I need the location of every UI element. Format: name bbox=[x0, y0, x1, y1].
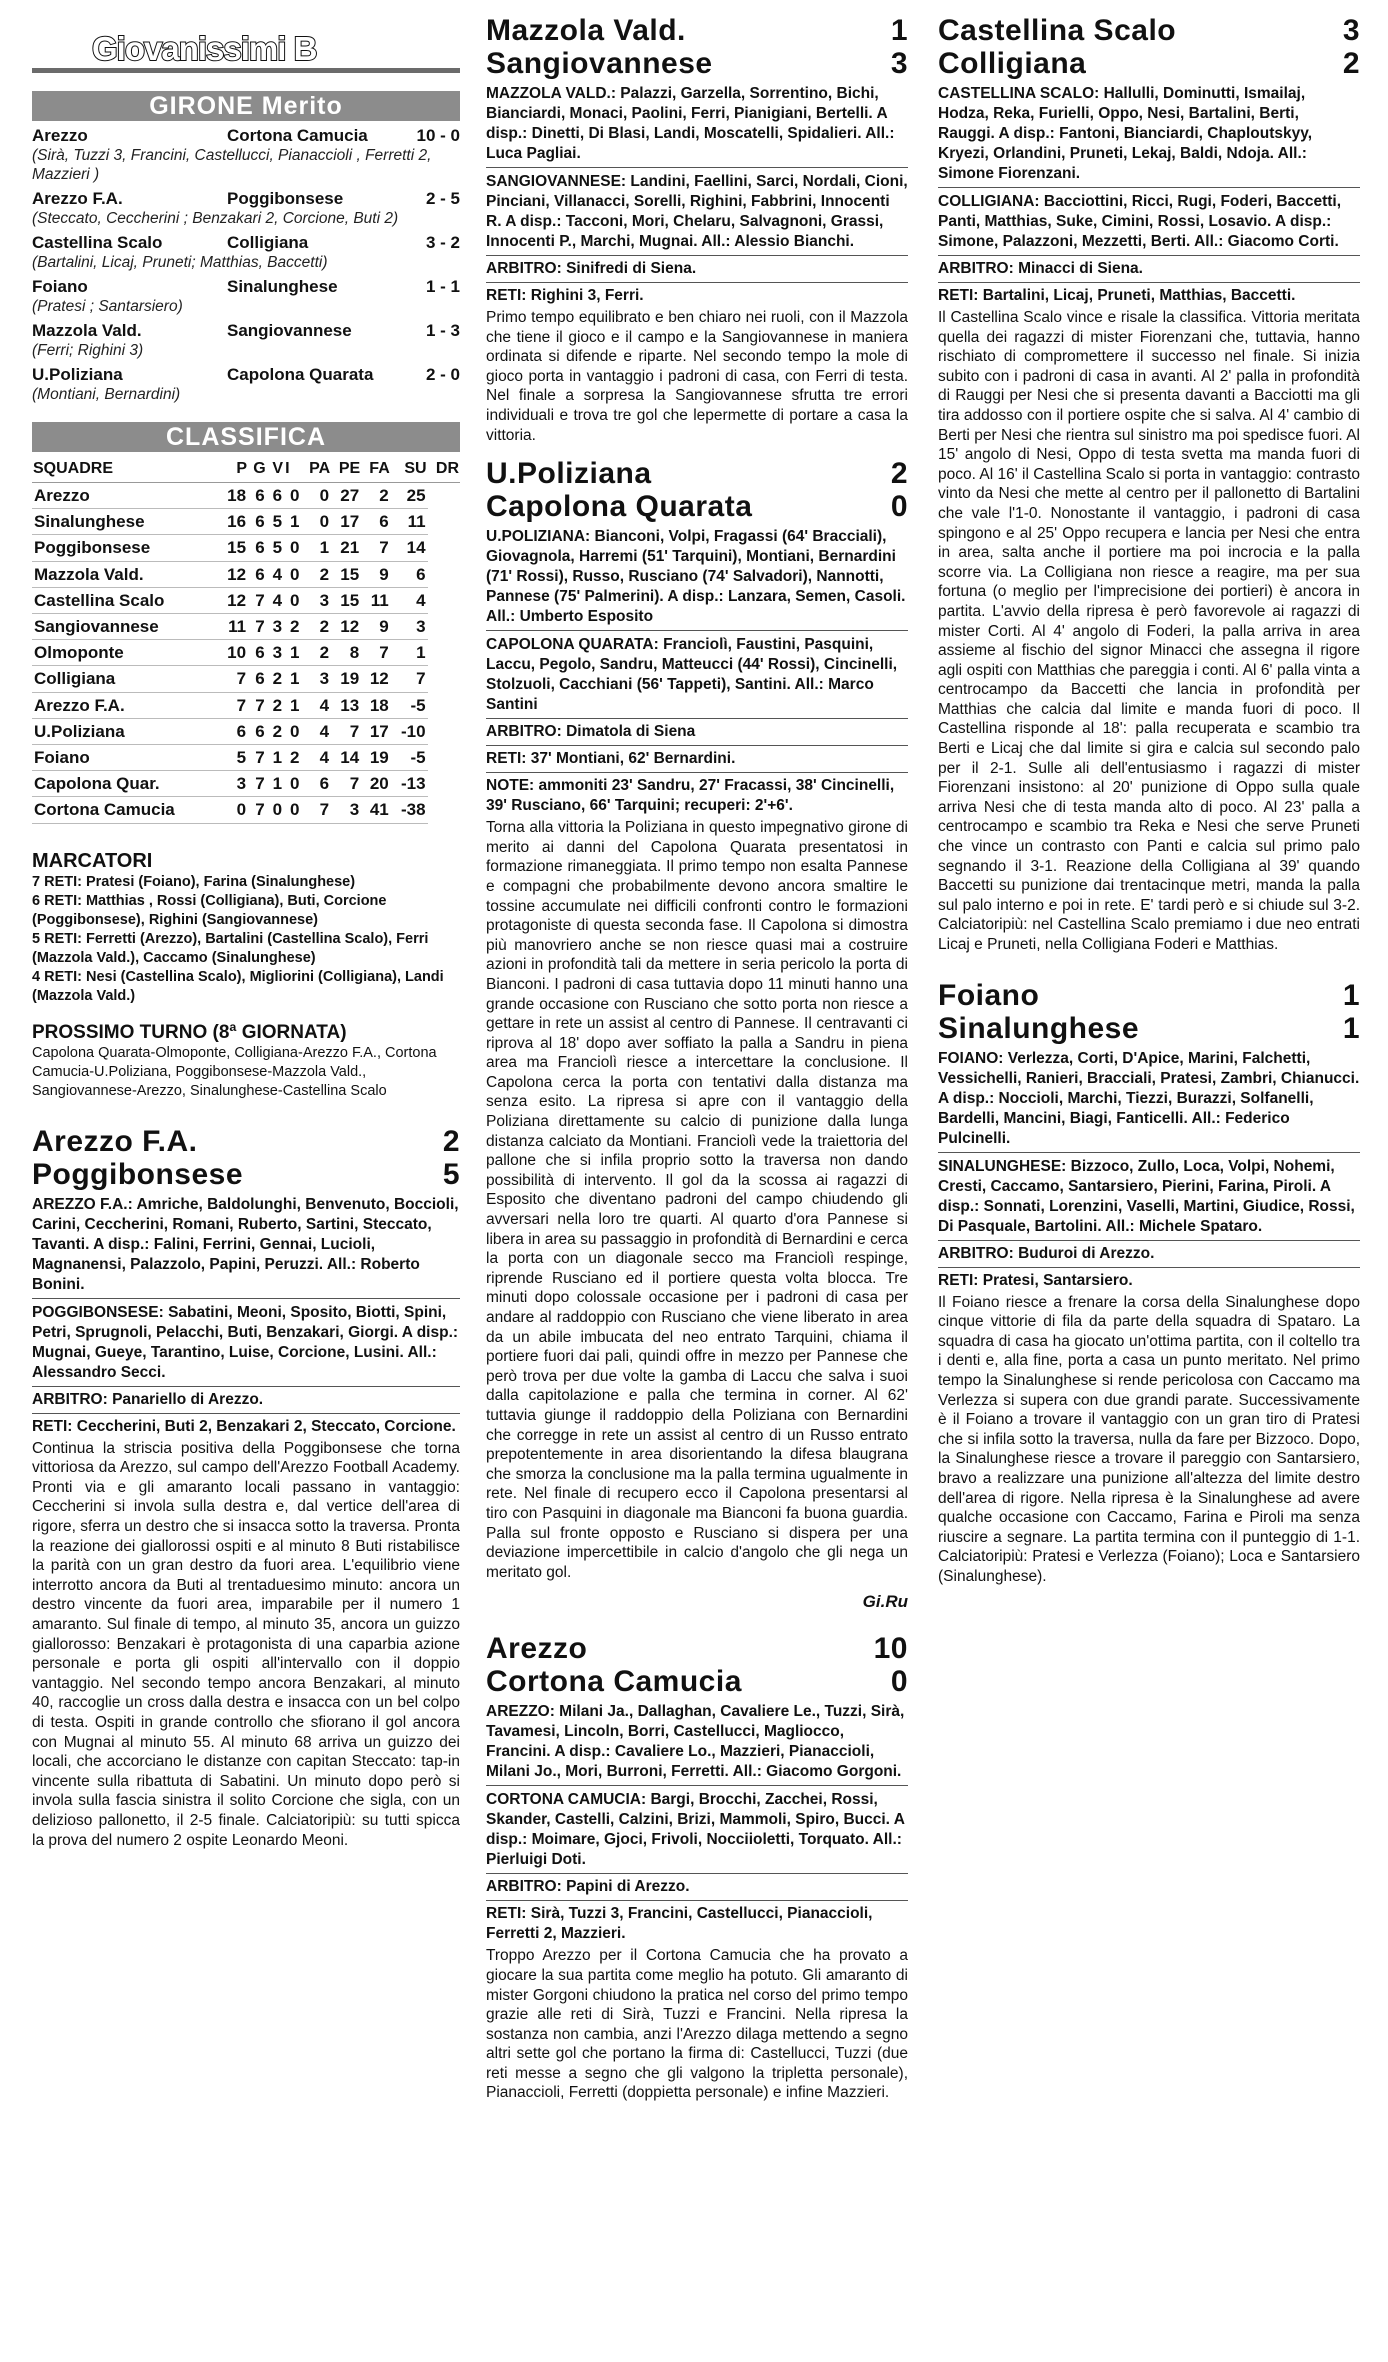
stat-cell: 2 bbox=[284, 614, 301, 640]
stat-cell: 2 bbox=[361, 483, 391, 509]
divider bbox=[938, 282, 1360, 283]
divider bbox=[938, 1240, 1360, 1241]
referee: ARBITRO: Dimatola di Siena bbox=[486, 723, 696, 741]
stat-cell: 0 bbox=[301, 509, 331, 535]
match-home-score: 3 bbox=[1342, 14, 1360, 47]
match-away-score: 0 bbox=[890, 490, 908, 524]
team-name: Mazzola Vald. bbox=[32, 561, 219, 587]
divider bbox=[32, 1298, 460, 1299]
stat-cell: 7 bbox=[248, 614, 267, 640]
result-scorers: (Ferri; Righini 3) bbox=[32, 342, 144, 359]
stat-cell: 6 bbox=[248, 640, 267, 666]
stat-cell: 11 bbox=[361, 587, 391, 613]
divider bbox=[486, 745, 908, 746]
result-row bbox=[32, 188, 460, 209]
match-castellina bbox=[938, 14, 1360, 955]
stat-cell: 13 bbox=[331, 692, 361, 718]
away-lineup: CORTONA CAMUCIA: Bargi, Brocchi, Zacchei, Rossi, Skander, Castelli, Calzini, Brizi, Mammoli, Spiro, Bucci. A disp.: Moimare, Gjoci, Frivoli, Nocciioletti, Torquato. All.: Pierluigi Doti. bbox=[486, 1791, 905, 1869]
match-report: Continua la striscia positiva della Poggibonsese che torna vittoriosa da Arezzo, sul campo dell'Arezzo Football Academy. Pronti via e gli amaranto locali passano in vantaggio: Ceccherini si invola sulla destra e, dal vertice dell'area di rigore, sferra un destro che si insacca sotto la traversa. Pronta la reazione dei giallorossi ospiti e al minuto 8 Buti ristabilisce la parità con un gran destro da fuori area. L'equilibrio viene interrotto ancora da Buti al trentaduesimo minuto: ancora un destro vincente da fuori area, imparabile per il numero 1 amaranto. Sul finale di tempo, al minuto 35, ancora un guizzo giallorosso: Benzakari è protagonista di una caparbia azione personale e porta gli ospiti all'intervallo con il doppio vantaggio. Nel secondo tempo ancora Benzakari, al minuto 40, raccoglie un cross dalla destra e insacca con un bel colpo di testa. Ospiti in grande controllo che sfiorano il gol ancora con Mugnai al minuto 55. Al minuto 68 arriva un guizzo dei locali, che accorciano le distanze con capitan Steccato: tap-in vincente sulla ribattuta di Sabatini. Un minuto dopo però si invola sulla fascia sinistra il solito Corcione che sigla, con un delizioso pallonetto, il 2-5 finale. Calciatoripiù: su tutti spicca la prova del numero 2 ospite Leonardo Meoni. bbox=[32, 1439, 460, 1849]
stat-cell: 2 bbox=[301, 614, 331, 640]
match-home-team: Arezzo F.A. bbox=[32, 1124, 198, 1158]
notes: NOTE: ammoniti 23' Sandru, 27' Fracassi, 38' Cincinelli, 39' Rusciano, 66' Tarquini; recuperi: 2'+6'. bbox=[486, 777, 895, 815]
match-away-score: 1 bbox=[1342, 1011, 1360, 1045]
match-report: Troppo Arezzo per il Cortona Camucia che ha provato a giocare la sua partita come meglio ha potuto. Gli amaranto di mister Gorgoni chiudono la pratica nel corso del primo tempo grazie alle reti di Sirà, Tuzzi e Francini. Nella ripresa la sostanza non cambia, anzi l'Arezzo dilaga mettendo a segno altri sette gol che portano la firma di: Castellucci, Tuzzi (due reti messe a segno che gli valgono la tripletta personale), Pianaccioli, Ferretti (doppietta personale) e infine Mazzieri. bbox=[486, 1947, 908, 2102]
stat-cell: 0 bbox=[284, 561, 301, 587]
stat-cell: 6 bbox=[391, 561, 428, 587]
match-arezzo-fa bbox=[32, 1125, 460, 1850]
stat-cell: 11 bbox=[219, 614, 249, 640]
table-row bbox=[32, 692, 460, 718]
stat-cell: 4 bbox=[301, 692, 331, 718]
result-home: Arezzo bbox=[32, 126, 88, 145]
match-home-line bbox=[486, 457, 908, 490]
stat-cell: 6 bbox=[301, 771, 331, 797]
table-row bbox=[32, 614, 460, 640]
stat-cell: 0 bbox=[284, 797, 301, 823]
match-report: Torna alla vittoria la Poliziana in questo impegnativo girone di merito ai danni del Capolona Quarata presentatosi in formazione rimaneggiata. Il primo tempo non esalta Pannese e compagni che probabilmente devono ancora smaltire le tossine accumulate nei difficili confronti contro le formazioni protagoniste di questa seconda fase. Il Capolona si dimostra più manovriero anche se non riesce quasi mai a costruire azioni in profondità tali da mettere in seria pericolo la porta di Bianconi. I padroni di casa tuttavia dopo 11 minuti hanno una grande occasione con Rusciano che sotto porta non riesce a gettare in rete un assist al centro di Pannese. Il centravanti ci riprova al 18' dopo aver soffiato la palla a Sandru in piena area ma Franciolì riesce a intercettare la conclusione. Il Capolona cerca la porta con tentativi dalla distanza ma senza esito. La ripresa si apre con il vantaggio della Poliziana direttamente su calcio di punizione dalla lunga distanza calciato da Montiani. Franciolì vede la traiettoria del pallone che si infila proprio sotto la traversa non dando possibilità di intervento. Il gol da la scossa ai ragazzi di Esposito che diventano padroni del campo chiudendo gli avversari nella loro tre quarti. Al quarto d'ora Pannese si libera in area su passaggio in profondità di Bernardini e cerca la porta con un diagonale secco ma Franciolì respinge, riprende Rusciano ed il portiere questa volta blocca. Tre minuti dopo colossale occasione per i padroni di casa per andare al raddoppio con Rusciano che viene liberato in area da un abile imbucata del neo entrato Tarquini, chiama il portiere fuori dai pali, quindi offre in mezzo per Pannese che però trova per due volte la gamba di Laccu che salva i suoi dalla capitolazione e palla che termina in corner. Al 62' tuttavia giunge il raddoppio della Poliziana con Bernardini che corregge in rete un assist al centro di un Russo entrato prepotentemente in area disorientando la difesa blaugrana che smorza la conclusione ma la palla termina ugualmente in rete. Nel finale di recupero ecco il Capolona presentarsi al tiro con Pasquini in diagonale ma Bianconi fa buona guardia. Palla sul fronte opposto e Rusciano si dispera per una deviazione impercettibile in calcio d'angolo che gli nega un meritato gol. bbox=[486, 819, 908, 1581]
home-lineup: FOIANO: Verlezza, Corti, D'Apice, Marini, Falchetti, Vessichelli, Ranieri, Bracciali, Pratesi, Zambri, Chianucci. A disp.: Noccioli, Marchi, Tiezzi, Burazzi, Solfanelli, Bardelli, Mancini, Biagi, Fanticelli. All.: Federico Pulcinelli. bbox=[938, 1049, 1360, 1147]
home-lineup: CASTELLINA SCALO: Hallulli, Dominutti, Ismailaj, Hodza, Reka, Furielli, Oppo, Nesi, Bartalini, Berti, Rauggi. A disp.: Fantoni, Bianciardi, Chaploutskyy, Kryezi, Orlandini, Pruneti, Lekaj, Baldi, Ndoja. All.: Simone Fiorenzani. bbox=[938, 85, 1313, 182]
result-away: Sinalunghese bbox=[227, 277, 338, 296]
stat-cell: 12 bbox=[331, 614, 361, 640]
team-name: Sinalunghese bbox=[32, 509, 219, 535]
match-home-line bbox=[938, 979, 1360, 1012]
match-home-team: U.Poliziana bbox=[486, 457, 652, 491]
stat-cell: 27 bbox=[331, 483, 361, 509]
divider bbox=[486, 1900, 908, 1901]
stat-cell: 19 bbox=[361, 745, 391, 771]
column-left bbox=[32, 0, 460, 1850]
stat-cell: 0 bbox=[301, 483, 331, 509]
stat-cell: 14 bbox=[331, 745, 361, 771]
away-lineup: CAPOLONA QUARATA: Franciolì, Faustini, Pasquini, Laccu, Pegolo, Sandru, Matteucci (44' Rossi), Cincinelli, Stolzuoli, Cacchiani (56' Tappeti), Santini. All.: Marco Santini bbox=[486, 636, 898, 714]
match-away-team: Capolona Quarata bbox=[486, 490, 753, 524]
stat-cell: 15 bbox=[331, 587, 361, 613]
stat-cell: 18 bbox=[219, 483, 249, 509]
stat-cell: 0 bbox=[284, 535, 301, 561]
stat-cell: 6 bbox=[248, 718, 267, 744]
standings-col-header: SU bbox=[391, 456, 428, 483]
match-away-line bbox=[486, 490, 908, 523]
stat-cell: 5 bbox=[267, 535, 284, 561]
stat-cell: 7 bbox=[248, 587, 267, 613]
standings-col-header: DR bbox=[428, 456, 460, 483]
prossimo-turno-title: PROSSIMO TURNO (8ª GIORNATA) bbox=[32, 1021, 347, 1043]
stat-cell: 7 bbox=[361, 535, 391, 561]
match-away-score: 5 bbox=[442, 1157, 460, 1191]
stat-cell: 1 bbox=[301, 535, 331, 561]
result-score: 1 - 3 bbox=[425, 321, 460, 340]
stat-cell: 19 bbox=[331, 666, 361, 692]
stat-cell: 4 bbox=[391, 587, 428, 613]
table-row bbox=[32, 535, 460, 561]
classifica-header: CLASSIFICA bbox=[32, 422, 460, 452]
divider bbox=[486, 1785, 908, 1786]
stat-cell: 6 bbox=[267, 483, 284, 509]
stat-cell: 16 bbox=[219, 509, 249, 535]
match-poliziana bbox=[486, 457, 908, 1612]
stat-cell: 8 bbox=[331, 640, 361, 666]
table-row bbox=[32, 587, 460, 613]
referee: ARBITRO: Sinifredi di Siena. bbox=[486, 260, 697, 277]
referee: ARBITRO: Minacci di Siena. bbox=[938, 260, 1143, 277]
stat-cell: 6 bbox=[219, 718, 249, 744]
team-name: Olmoponte bbox=[32, 640, 219, 666]
stat-cell: 7 bbox=[248, 771, 267, 797]
stat-cell: 5 bbox=[267, 509, 284, 535]
standings-table bbox=[32, 456, 460, 824]
stat-cell: 6 bbox=[248, 509, 267, 535]
result-scorers: (Steccato, Ceccherini ; Benzakari 2, Corcione, Buti 2) bbox=[32, 210, 399, 227]
divider bbox=[486, 255, 908, 256]
match-report: Il Foiano riesce a frenare la corsa della Sinalunghese dopo cinque vittorie di fila da parte della squadra di Spataro. La squadra di casa ha giocato un'ottima partita, con il coltello tra i denti e, alla fine, porta a casa un punto meritato. Nel primo tempo la Sinalunghese si rende pericolosa con Caccamo ma Verlezza si supera con due grandi parate. Successivamente è il Foiano a trovare il vantaggio con un gran tiro di Pratesi che si infila sotto la traversa, nulla da fare per Bizzoco. Dopo, la Sinalunghese riesce a trovare il pareggio con Santarsiero, bravo a realizzare una punizione all'altezza del limite destro dell'area di rigore. Nella ripresa è la Sinalunghese ad avere qualche occasione con Caccamo, Farina e Piroli ma senza riuscire a segnare. La partita termina con il punteggio di 1-1. Calciatoripiù: Pratesi e Verlezza (Foiano); Loca e Santarsiero (Sinalunghese). bbox=[938, 1293, 1360, 1585]
standings-col-header: FA bbox=[361, 456, 391, 483]
stat-cell: 1 bbox=[284, 509, 301, 535]
stat-cell: 3 bbox=[391, 614, 428, 640]
stat-cell: 2 bbox=[267, 666, 284, 692]
marcatori-title: MARCATORI bbox=[32, 849, 153, 872]
result-away: Cortona Camucia bbox=[227, 126, 368, 145]
goals: RETI: 37' Montiani, 62' Bernardini. bbox=[486, 750, 736, 768]
table-row bbox=[32, 797, 460, 823]
match-home-team: Mazzola Vald. bbox=[486, 14, 686, 47]
result-scorers: (Sirà, Tuzzi 3, Francini, Castellucci, Pianaccioli , Ferretti 2, Mazzieri ) bbox=[32, 147, 432, 183]
away-lineup: POGGIBONSESE: Sabatini, Meoni, Sposito, Biotti, Spini, Petri, Sprugnoli, Pelacchi, Buti, Benzakari, Giorgi. A disp.: Mugnai, Gueye, Tarantino, Luise, Corcione, Lusini. All.: Alessandro Secci. bbox=[32, 1303, 459, 1381]
match-away-team: Cortona Camucia bbox=[486, 1665, 742, 1699]
stat-cell: 1 bbox=[284, 640, 301, 666]
result-row bbox=[32, 364, 460, 385]
stat-cell: 12 bbox=[361, 666, 391, 692]
stat-cell: 12 bbox=[219, 561, 249, 587]
divider bbox=[32, 1413, 460, 1414]
divider bbox=[938, 255, 1360, 256]
girone-header: GIRONE Merito bbox=[32, 91, 460, 121]
team-name: Sangiovannese bbox=[32, 614, 219, 640]
stat-cell: 3 bbox=[301, 587, 331, 613]
stat-cell: 0 bbox=[284, 771, 301, 797]
stat-cell: 10 bbox=[219, 640, 249, 666]
divider bbox=[486, 167, 908, 168]
marcatori-line: 6 RETI: Matthias , Rossi (Colligiana), Buti, Corcione (Poggibonsese), Righini (Sangiovannese) bbox=[32, 892, 387, 928]
goals: RETI: Pratesi, Santarsiero. bbox=[938, 1271, 1133, 1289]
divider bbox=[486, 630, 908, 631]
column-middle bbox=[486, 0, 908, 2103]
match-arezzo bbox=[486, 1632, 908, 2103]
result-score: 10 - 0 bbox=[416, 126, 460, 145]
home-lineup: U.POLIZIANA: Bianconi, Volpi, Fragassi (64' Bracciali), Giovagnola, Harremi (51' Tarquini), Montiani, Bernardini (71' Rossi), Russo, Rusciano (74' Salvadori), Nannotti, Pannese (75' Palmerini). A disp.: Lanzara, Semen, Casoli. All.: Umberto Esposito bbox=[486, 528, 906, 626]
goals: RETI: Righini 3, Ferri. bbox=[486, 287, 644, 304]
divider bbox=[486, 772, 908, 773]
team-name: U.Poliziana bbox=[32, 718, 219, 744]
stat-cell: 5 bbox=[219, 745, 249, 771]
stat-cell: 9 bbox=[361, 561, 391, 587]
result-home: U.Poliziana bbox=[32, 365, 123, 384]
table-row bbox=[32, 718, 460, 744]
stat-cell: 6 bbox=[248, 666, 267, 692]
divider bbox=[938, 187, 1360, 188]
table-row bbox=[32, 666, 460, 692]
team-name: Castellina Scalo bbox=[32, 587, 219, 613]
match-home-team: Castellina Scalo bbox=[938, 14, 1177, 47]
stat-cell: 1 bbox=[391, 640, 428, 666]
stat-cell: 7 bbox=[248, 692, 267, 718]
match-home-score: 2 bbox=[890, 457, 908, 491]
result-home: Foiano bbox=[32, 277, 88, 296]
prossimo-turno-text: Capolona Quarata-Olmoponte, Colligiana-Arezzo F.A., Cortona Camucia-U.Poliziana, Poggibonsese-Mazzola Vald., Sangiovannese-Arezzo, Sinalunghese-Castellina Scalo bbox=[32, 1044, 437, 1099]
marcatori-list bbox=[32, 873, 460, 1006]
match-away-team: Poggibonsese bbox=[32, 1157, 244, 1191]
stat-cell: 7 bbox=[219, 666, 249, 692]
stat-cell: 4 bbox=[301, 745, 331, 771]
stat-cell: 21 bbox=[331, 535, 361, 561]
stat-cell: 0 bbox=[284, 587, 301, 613]
stat-cell: 2 bbox=[301, 640, 331, 666]
match-away-line bbox=[486, 47, 908, 80]
table-row bbox=[32, 483, 460, 509]
standings-col-header: PE bbox=[331, 456, 361, 483]
result-row bbox=[32, 125, 460, 146]
stat-cell: -13 bbox=[391, 771, 428, 797]
stat-cell: 1 bbox=[267, 771, 284, 797]
team-name: Poggibonsese bbox=[32, 535, 219, 561]
match-foiano bbox=[938, 979, 1360, 1587]
table-row bbox=[32, 509, 460, 535]
column-right bbox=[938, 0, 1360, 1587]
home-lineup: MAZZOLA VALD.: Palazzi, Garzella, Sorrentino, Bichi, Bianciardi, Monaci, Paolini, Ferri, Pianigiani, Bertelli. A disp.: Dinetti, Di Blasi, Landi, Moscatelli, Spidalieri. All.: Luca Pagliai. bbox=[486, 85, 895, 162]
away-lineup: SINALUNGHESE: Bizzoco, Zullo, Loca, Volpi, Nohemi, Cresti, Caccamo, Santarsiero, Pierini, Farina, Piroli. A disp.: Sonnati, Lorenzini, Vaselli, Martini, Giudice, Rossi, Di Pasquale, Bartolini. All.: Michele Spataro. bbox=[938, 1157, 1355, 1235]
stat-cell: 7 bbox=[219, 692, 249, 718]
match-home-score: 2 bbox=[442, 1124, 460, 1158]
match-home-line bbox=[486, 14, 908, 47]
result-row bbox=[32, 232, 460, 253]
marcatori-line: 7 RETI: Pratesi (Foiano), Farina (Sinalunghese) bbox=[32, 873, 356, 890]
match-home-line bbox=[938, 14, 1360, 47]
match-home-score: 10 bbox=[873, 1632, 908, 1666]
match-away-team: Sinalunghese bbox=[938, 1011, 1140, 1045]
stat-cell: 20 bbox=[361, 771, 391, 797]
stat-cell: 0 bbox=[219, 797, 249, 823]
result-home: Castellina Scalo bbox=[32, 233, 163, 252]
result-score: 2 - 5 bbox=[425, 189, 460, 208]
match-away-line bbox=[32, 1158, 460, 1191]
result-scorers: (Montiani, Bernardini) bbox=[32, 386, 181, 403]
stat-cell: 7 bbox=[248, 797, 267, 823]
stat-cell: 0 bbox=[284, 483, 301, 509]
match-away-team: Sangiovannese bbox=[486, 47, 713, 80]
standings-col-header: G bbox=[248, 456, 267, 483]
match-home-line bbox=[32, 1125, 460, 1158]
stat-cell: 0 bbox=[284, 718, 301, 744]
away-lineup: SANGIOVANNESE: Landini, Faellini, Sarci, Nordali, Cioni, Pinciani, Villanacci, Sorelli, Righini, Fabbrini, Innocenti R. A disp.: Tacconi, Mori, Chelaru, Salvagnoni, Grassi, Innocenti P., Marchi, Mugnai. All.: Alessio Bianchi. bbox=[486, 173, 908, 250]
result-score: 2 - 0 bbox=[425, 365, 460, 384]
stat-cell: 14 bbox=[391, 535, 428, 561]
match-home-team: Foiano bbox=[938, 978, 1040, 1012]
match-home-team: Arezzo bbox=[486, 1632, 588, 1666]
goals: RETI: Sirà, Tuzzi 3, Francini, Castellucci, Pianaccioli, Ferretti 2, Mazzieri. bbox=[486, 1905, 873, 1943]
home-lineup: AREZZO: Milani Ja., Dallaghan, Cavaliere Le., Tuzzi, Sirà, Tavamesi, Lincoln, Borri, Castellucci, Maglioccо, Francini. A disp.: Cavaliere Lo., Mazzieri, Pianaccioli, Milani Jo., Mori, Burroni, Ferretti. All.: Giacomo Gorgoni. bbox=[486, 1703, 905, 1781]
marcatori-line: 4 RETI: Nesi (Castellina Scalo), Migliorini (Colligiana), Landi (Mazzola Vald.) bbox=[32, 968, 444, 1004]
result-home: Mazzola Vald. bbox=[32, 321, 142, 340]
stat-cell: 7 bbox=[248, 745, 267, 771]
match-home-score: 1 bbox=[1342, 978, 1360, 1012]
team-name: Arezzo bbox=[32, 483, 219, 509]
match-away-line bbox=[486, 1665, 908, 1698]
stat-cell: 7 bbox=[361, 640, 391, 666]
stat-cell: 1 bbox=[284, 666, 301, 692]
team-name: Arezzo F.A. bbox=[32, 692, 219, 718]
page-title: Giovanissimi B bbox=[32, 30, 460, 73]
standings-col-header: P bbox=[219, 456, 249, 483]
result-away: Sangiovannese bbox=[227, 321, 352, 340]
result-away: Capolona Quarata bbox=[227, 365, 374, 384]
author-signature: Gi.Ru bbox=[862, 1592, 908, 1612]
stat-cell: -38 bbox=[391, 797, 428, 823]
match-away-score: 3 bbox=[890, 47, 908, 80]
team-name: Colligiana bbox=[32, 666, 219, 692]
stat-cell: 6 bbox=[361, 509, 391, 535]
team-name: Cortona Camucia bbox=[32, 797, 219, 823]
stat-cell: 7 bbox=[331, 718, 361, 744]
stat-cell: 6 bbox=[248, 561, 267, 587]
stat-cell: 1 bbox=[267, 745, 284, 771]
match-mazzola bbox=[486, 14, 908, 445]
divider bbox=[938, 1152, 1360, 1153]
match-away-score: 2 bbox=[1342, 47, 1360, 80]
stat-cell: -10 bbox=[391, 718, 428, 744]
stat-cell: 6 bbox=[248, 535, 267, 561]
stat-cell: 3 bbox=[331, 797, 361, 823]
home-lineup: AREZZO F.A.: Amriche, Baldolunghi, Benvenuto, Boccioli, Carini, Ceccherini, Romani, Ruberto, Sartini, Steccato, Tavanti. A disp.: Falini, Ferrini, Gennai, Lucioli, Magnanensi, Palazzolo, Papini, Peruzzi. All.: Roberto Bonini. bbox=[32, 1195, 459, 1293]
stat-cell: 25 bbox=[391, 483, 428, 509]
away-lineup: COLLIGIANA: Bacciottini, Ricci, Rugi, Foderi, Baccetti, Panti, Matthias, Suke, Cimini, Rossi, Losavio. A disp.: Simone, Palazzoni, Mezzetti, Berti. All.: Giacomo Corti. bbox=[938, 193, 1342, 250]
stat-cell: 2 bbox=[284, 745, 301, 771]
standings-col-header: PA bbox=[301, 456, 331, 483]
result-score: 1 - 1 bbox=[425, 277, 460, 296]
table-row bbox=[32, 745, 460, 771]
match-home-score: 1 bbox=[890, 14, 908, 47]
goals: RETI: Bartalini, Licaj, Pruneti, Matthias, Baccetti. bbox=[938, 287, 1296, 304]
referee: ARBITRO: Papini di Arezzo. bbox=[486, 1878, 690, 1896]
stat-cell: 3 bbox=[267, 614, 284, 640]
result-home: Arezzo F.A. bbox=[32, 189, 123, 208]
stat-cell: 7 bbox=[391, 666, 428, 692]
stat-cell: 12 bbox=[219, 587, 249, 613]
standings-col-header: SQUADRE bbox=[32, 456, 219, 483]
stat-cell: 7 bbox=[301, 797, 331, 823]
divider bbox=[486, 282, 908, 283]
divider bbox=[938, 1267, 1360, 1268]
result-scorers: (Bartalini, Licaj, Pruneti; Matthias, Baccetti) bbox=[32, 254, 328, 271]
stat-cell: 11 bbox=[391, 509, 428, 535]
stat-cell: 7 bbox=[331, 771, 361, 797]
stat-cell: 4 bbox=[301, 718, 331, 744]
match-report: Il Castellina Scalo vince e risale la classifica. Vittoria meritata quella dei ragazzi di mister Fiorenzani che, tuttavia, hanno rischiato di compromettere il successo nel finale. Si inizia subito con i padroni di casa in avanti. Al 2' palla in profondità di Rauggi per Nesi che si presenta davanti a Bacciotti ma gli tira addosso con il portiere ospite che si salva. Al 4' cambio di Berti per Nesi che rientra sul sinistro ma poi spedisce fuori. Al 15' angolo di Nesi, Oppo di testa svetta ma manda fuori di poco. Al 16' il Castellina Scalo si porta in vantaggio: contrasto vinto da Nesi che mette al centro per il pallonetto di Bartalini che vale l'1-0. Nonostante il vantaggio, i padroni di casa spingono e al 25' Oppo recupera e lancia per Nesi che entra in area, salta anche il portiere ma poi incrocia e la palla scorre via. La Colligiana non riesce a reagire, ma per sua fortuna (o meglio per l'imprecisione dei portieri) è ancora in partita. L'avvio della ripresa è però favorevole ai ragazzi di mister Corti. Al 4' angolo di Foderi, la palla arriva in area assieme al fischio del signor Minacci che assegna il rigore agli ospiti con Matthias che pareggia i conti. Al 6' palla vinta a centrocampo da Baccetti che lancia in profondità per Matthias che calcia dal limite e manda fuori di poco. Il Castellina risponde al 18': palla recuperata e scambio tra Berti e Licaj che dal limite si gira e calcia sul secondo palo per il 2-1. Sulle ali dell'entusiasmo i ragazzi di mister Fiorenzani insistono: al 20' punizione di Oppo sulla quale arriva Nesi che di testa manda alto di poco. Al 23' palla a centrocampo e scambio tra Reka e Nesi che serve Pruneti che vince un contrasto con Panti e calcia sul primo palo segnando il 3-1. Reazione della Colligiana al 39' quando Baccetti su punizione dai trentacinque metri, manda la palla sul palo interno e poi in rete. E' tardi però e si chiude sul 3-2. Calciatoripiù: nel Castellina Scalo premiamo i due neo entrati Licaj e Pruneti, nella Colligiana Foderi e Matthias. bbox=[938, 309, 1360, 953]
standings-col-header: V bbox=[267, 456, 284, 483]
team-name: Capolona Quar. bbox=[32, 771, 219, 797]
stat-cell: 2 bbox=[267, 692, 284, 718]
match-away-line bbox=[938, 47, 1360, 80]
goals: RETI: Ceccherini, Buti 2, Benzakari 2, Steccato, Corcione. bbox=[32, 1417, 456, 1435]
match-report: Primo tempo equilibrato e ben chiaro nei ruoli, con il Mazzola che tiene il gioco e il campo e la Sangiovannese in maniera ordinata si difende e riparte. Nel secondo tempo la mole di gioco porta in vantaggio i padroni di casa, con Ferri di testa. Nel finale a sorpresa la Sangiovannese sfrutta tre errori individuali e trova tre gol che lepermette di portare a casa la vittoria. bbox=[486, 309, 908, 444]
divider bbox=[32, 1386, 460, 1387]
stat-cell: 17 bbox=[361, 718, 391, 744]
match-away-score: 0 bbox=[890, 1665, 908, 1699]
table-row bbox=[32, 640, 460, 666]
divider bbox=[486, 718, 908, 719]
stat-cell: 2 bbox=[267, 718, 284, 744]
result-score: 3 - 2 bbox=[425, 233, 460, 252]
stat-cell: 6 bbox=[248, 483, 267, 509]
result-away: Colligiana bbox=[227, 233, 309, 252]
stat-cell: -5 bbox=[391, 692, 428, 718]
result-row bbox=[32, 276, 460, 297]
standings-header-row bbox=[32, 456, 460, 483]
match-home-line bbox=[486, 1632, 908, 1665]
standings-col-header: I bbox=[284, 456, 301, 483]
stat-cell: 17 bbox=[331, 509, 361, 535]
marcatori-line: 5 RETI: Ferretti (Arezzo), Bartalini (Castellina Scalo), Ferri (Mazzola Vald.), Caccamo (Sinalunghese) bbox=[32, 930, 429, 966]
match-away-team: Colligiana bbox=[938, 47, 1087, 80]
stat-cell: 0 bbox=[267, 797, 284, 823]
referee: ARBITRO: Panariello di Arezzo. bbox=[32, 1390, 264, 1408]
stat-cell: 15 bbox=[219, 535, 249, 561]
stat-cell: 41 bbox=[361, 797, 391, 823]
result-row bbox=[32, 320, 460, 341]
stat-cell: 3 bbox=[219, 771, 249, 797]
stat-cell: -5 bbox=[391, 745, 428, 771]
divider bbox=[486, 1873, 908, 1874]
stat-cell: 3 bbox=[267, 640, 284, 666]
referee: ARBITRO: Buduroi di Arezzo. bbox=[938, 1244, 1155, 1262]
result-away: Poggibonsese bbox=[227, 189, 344, 208]
table-row bbox=[32, 561, 460, 587]
stat-cell: 9 bbox=[361, 614, 391, 640]
table-row bbox=[32, 771, 460, 797]
stat-cell: 18 bbox=[361, 692, 391, 718]
results-list bbox=[32, 125, 460, 404]
stat-cell: 2 bbox=[301, 561, 331, 587]
team-name: Foiano bbox=[32, 745, 219, 771]
stat-cell: 1 bbox=[284, 692, 301, 718]
match-away-line bbox=[938, 1012, 1360, 1045]
result-scorers: (Pratesi ; Santarsiero) bbox=[32, 298, 183, 315]
stat-cell: 3 bbox=[301, 666, 331, 692]
stat-cell: 4 bbox=[267, 587, 284, 613]
stat-cell: 4 bbox=[267, 561, 284, 587]
stat-cell: 15 bbox=[331, 561, 361, 587]
